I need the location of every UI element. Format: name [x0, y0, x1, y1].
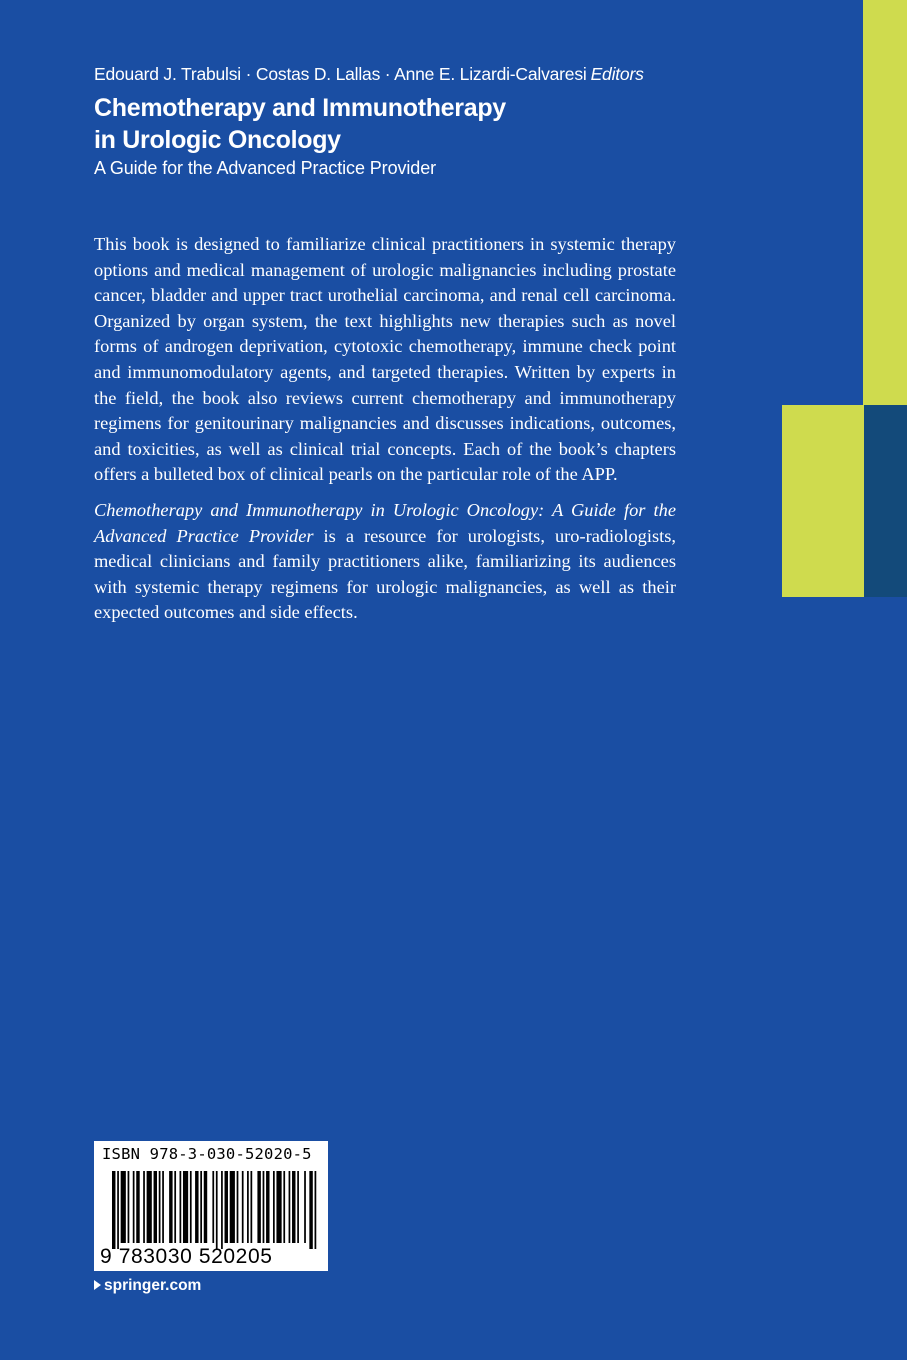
- barcode-bar: [297, 1171, 299, 1243]
- barcode-bar: [204, 1171, 207, 1243]
- arrow-icon: [94, 1280, 101, 1290]
- editors-role: Editors: [590, 64, 644, 84]
- publisher-website: [94, 1277, 201, 1295]
- barcode-bar: [250, 1171, 252, 1243]
- barcode-bar: [304, 1171, 306, 1243]
- barcode-bar: [190, 1171, 192, 1243]
- description-paragraph-2-title: Chemotherapy and Immunotherapy in Urologic Oncology: A Guide for the Advanced Practice Provider: [94, 499, 676, 546]
- barcode-bar: [273, 1171, 275, 1243]
- lime-color-block: [782, 405, 864, 597]
- description-paragraph-2: [94, 498, 676, 626]
- barcode-bar: [216, 1171, 218, 1249]
- barcode-bar: [257, 1171, 260, 1243]
- barcode-bar: [195, 1171, 198, 1243]
- description-paragraph-2-text: is a resource for urologists, uro-radiologists, medical clinicians and family practitioners alike, familiarizing its audiences with systemic therapy regimens for urologic malignancies, as well as their expected outcomes and side effects.: [94, 525, 676, 623]
- barcode-bar: [242, 1171, 244, 1243]
- barcode-bar: [117, 1171, 119, 1249]
- barcode-bar: [136, 1171, 139, 1243]
- description-paragraph-1: This book is designed to familiarize clinical practitioners in systemic therapy options and medical management of urologic malignancies including prostate cancer, bladder and upper tract urothelial carcinoma, and renal cell carcinoma. Organized by organ system, the text highlights new therapies such as novel forms of androgen deprivation, cytotoxic chemotherapy, immune check point and immunomodulatory agents, and targeted therapies. Written by experts in the field, the book also reviews current chemotherapy and immunotherapy regimens for genitourinary malignancies and discusses indications, outcomes, and toxicities, as well as clinical trial concepts. Each of the book’s chapters offers a bulleted box of clinical pearls on the particular role of the APP.: [94, 234, 676, 485]
- barcode-bar: [247, 1171, 249, 1243]
- isbn-number: ISBN 978-3-030-52020-5: [102, 1145, 312, 1163]
- barcode-bar: [169, 1171, 172, 1243]
- barcode-bar: [159, 1171, 161, 1243]
- barcode-bar: [225, 1171, 228, 1243]
- barcode-bar: [289, 1171, 291, 1243]
- barcode-bar: [212, 1171, 214, 1243]
- barcode-bar: [200, 1171, 202, 1243]
- barcode-bar: [183, 1171, 188, 1243]
- book-description: [94, 232, 676, 636]
- barcode-bar: [283, 1171, 285, 1243]
- barcode-bar: [266, 1171, 269, 1243]
- barcode-bar: [180, 1171, 182, 1243]
- barcode-digits: 9 783030 520205: [100, 1245, 273, 1268]
- barcode-bar: [174, 1171, 176, 1243]
- lime-color-band: [863, 0, 907, 405]
- barcode-bar: [128, 1171, 130, 1243]
- book-title: [94, 92, 734, 156]
- dark-blue-color-block: [864, 405, 907, 597]
- barcode-bars: [112, 1171, 318, 1249]
- barcode-bar: [292, 1171, 295, 1243]
- title-line-2: in Urologic Oncology: [94, 126, 341, 154]
- barcode-bar: [143, 1171, 145, 1243]
- barcode-bar: [315, 1171, 317, 1249]
- barcode-bar: [154, 1171, 157, 1243]
- barcode-bar: [263, 1171, 265, 1243]
- website-label: springer.com: [104, 1277, 202, 1294]
- editor-names: Edouard J. Trabulsi · Costas D. Lallas · Anne E. Lizardi-Calvaresi: [94, 64, 587, 84]
- editors-line: [94, 64, 734, 85]
- barcode-bar: [162, 1171, 164, 1243]
- barcode-bar: [221, 1171, 223, 1249]
- barcode-bar: [230, 1171, 235, 1243]
- barcode-bar: [276, 1171, 281, 1243]
- book-subtitle: A Guide for the Advanced Practice Provider: [94, 158, 436, 178]
- isbn-barcode: [94, 1141, 328, 1271]
- barcode-bar: [133, 1171, 135, 1243]
- barcode-bar: [121, 1171, 126, 1243]
- title-line-1: Chemotherapy and Immunotherapy: [94, 94, 506, 122]
- barcode-bar: [147, 1171, 152, 1243]
- barcode-bar: [112, 1171, 115, 1249]
- barcode-bar: [237, 1171, 239, 1243]
- barcode-bar: [309, 1171, 312, 1249]
